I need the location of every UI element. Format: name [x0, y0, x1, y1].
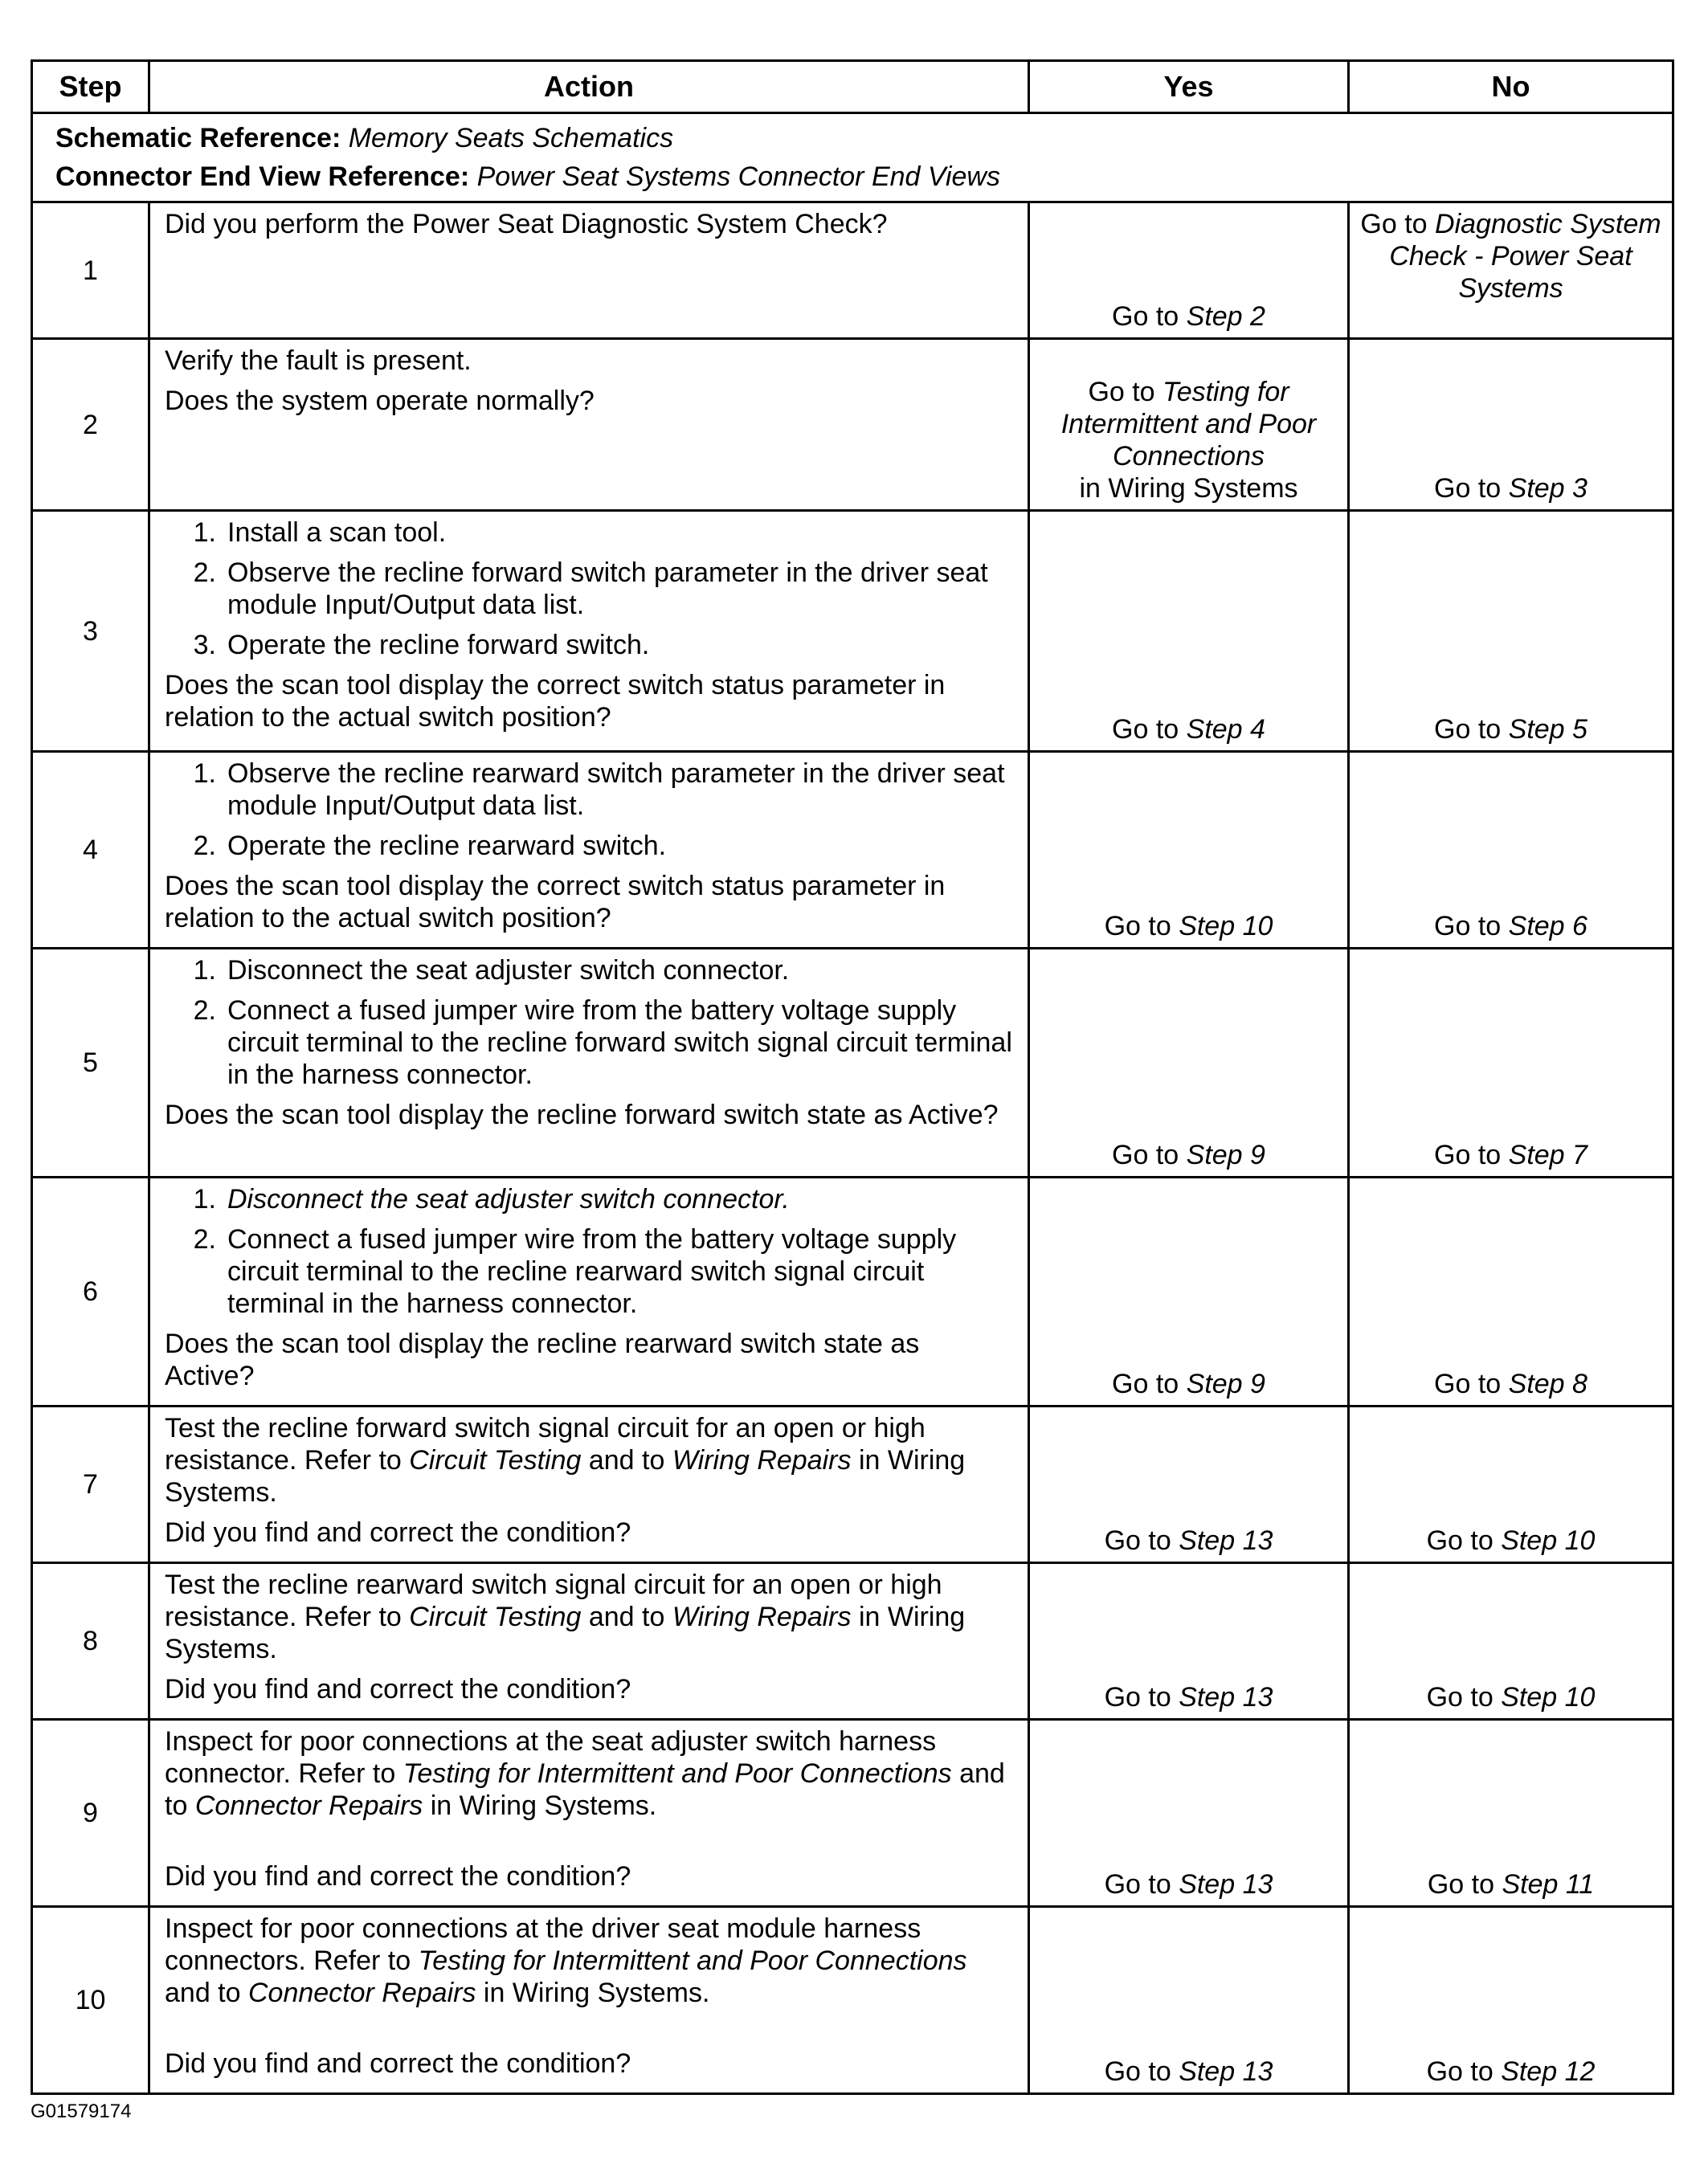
- no-link[interactable]: Step 5: [1508, 714, 1587, 745]
- connector-reference-link[interactable]: Power Seat Systems Connector End Views: [476, 161, 1000, 192]
- yes-link[interactable]: Step 4: [1186, 714, 1265, 745]
- no-link[interactable]: Step 7: [1508, 1140, 1587, 1170]
- yes-link[interactable]: Step 13: [1179, 1682, 1273, 1713]
- yes-link[interactable]: Testing for Intermittent and Poor Connections: [1060, 377, 1317, 472]
- yes-cell: [1029, 1907, 1349, 2094]
- yes-link[interactable]: Step 9: [1186, 1369, 1265, 1399]
- list-item: 2. Connect a fused jumper wire from the battery voltage supply circuit terminal to the recline forward switch signal circuit terminal in the harness connector.: [193, 995, 1012, 1090]
- no-cell: [1349, 339, 1673, 511]
- no-cell: [1349, 1563, 1673, 1720]
- figure-id: G01579174: [31, 2101, 132, 2122]
- action-steps-list: [165, 1183, 1013, 1320]
- action-cell: [149, 1563, 1029, 1720]
- action-question: Does the system operate normally?: [165, 386, 595, 416]
- no-link[interactable]: Step 10: [1501, 1525, 1596, 1556]
- yes-link[interactable]: Step 10: [1179, 911, 1273, 941]
- step-number: 1: [32, 202, 149, 339]
- yes-prefix: Go to: [1112, 714, 1187, 745]
- list-item: 1. Install a scan tool.: [193, 517, 447, 548]
- yes-prefix: Go to: [1104, 911, 1179, 941]
- yes-prefix: Go to: [1104, 1869, 1179, 1900]
- list-item: 1. Disconnect the seat adjuster switch connector.: [193, 955, 790, 986]
- action-cell: [149, 1407, 1029, 1563]
- yes-cell: [1029, 202, 1349, 339]
- action-instruction: Test the recline forward switch signal circuit for an open or high resistance. Refer to Circuit Testing and to Wiring Repairs in Wiring Systems.: [165, 1413, 966, 1508]
- action-question: Did you find and correct the condition?: [165, 1517, 631, 1548]
- no-link[interactable]: Step 3: [1508, 473, 1587, 504]
- no-cell: [1349, 1407, 1673, 1563]
- no-link[interactable]: Step 12: [1501, 2056, 1596, 2087]
- header-action: Action: [149, 61, 1029, 113]
- circuit-testing-link[interactable]: Circuit Testing: [409, 1445, 582, 1476]
- action-cell: [149, 511, 1029, 752]
- reference-row: [32, 113, 1673, 202]
- table-row: [32, 1907, 1673, 2094]
- action-cell: [149, 949, 1029, 1178]
- no-prefix: Go to: [1426, 1682, 1502, 1713]
- header-no: No: [1349, 61, 1673, 113]
- action-steps-list: [165, 954, 1013, 1091]
- no-prefix: Go to: [1427, 1869, 1502, 1900]
- no-link[interactable]: Step 8: [1508, 1369, 1587, 1399]
- yes-cell: [1029, 752, 1349, 949]
- action-question: Did you find and correct the condition?: [165, 1674, 631, 1705]
- list-item: 2. Observe the recline forward switch parameter in the driver seat module Input/Output data list.: [193, 557, 988, 620]
- step-number: 5: [32, 949, 149, 1178]
- yes-prefix: Go to: [1112, 301, 1187, 332]
- no-link[interactable]: Step 10: [1501, 1682, 1596, 1713]
- connector-reference-label: Connector End View Reference:: [55, 161, 470, 192]
- yes-prefix: Go to: [1112, 1369, 1187, 1399]
- no-prefix: Go to: [1426, 2056, 1502, 2087]
- wiring-repairs-link[interactable]: Wiring Repairs: [672, 1602, 852, 1632]
- yes-cell: [1029, 1178, 1349, 1407]
- action-cell: [149, 752, 1029, 949]
- schematic-reference-link[interactable]: Memory Seats Schematics: [348, 123, 674, 153]
- yes-prefix: Go to: [1104, 1682, 1179, 1713]
- no-cell: [1349, 1907, 1673, 2094]
- action-cell: [149, 1178, 1029, 1407]
- action-question: Did you find and correct the condition?: [165, 2048, 631, 2079]
- action-question: Does the scan tool display the correct switch status parameter in relation to the actual switch position?: [165, 871, 946, 933]
- yes-cell: [1029, 1563, 1349, 1720]
- list-item: 3. Operate the recline forward switch.: [193, 630, 650, 660]
- no-cell: [1349, 1720, 1673, 1907]
- header-yes: Yes: [1029, 61, 1349, 113]
- action-cell: [149, 339, 1029, 511]
- no-link[interactable]: Step 11: [1502, 1869, 1595, 1900]
- action-instruction: Inspect for poor connections at the driver seat module harness connectors. Refer to Testing for Intermittent and Poor Connections and to Connector Repairs in Wiring Systems.: [165, 1913, 967, 2008]
- step-number: 7: [32, 1407, 149, 1563]
- step-number: 8: [32, 1563, 149, 1720]
- list-item: 1. Observe the recline rearward switch parameter in the driver seat module Input/Output data list.: [193, 758, 1005, 821]
- header-step: Step: [32, 61, 149, 113]
- diagnostic-table: [31, 59, 1674, 2095]
- connector-reference: [55, 157, 1672, 196]
- action-question: Does the scan tool display the recline rearward switch state as Active?: [165, 1329, 920, 1391]
- table-row: [32, 949, 1673, 1178]
- action-cell: [149, 1720, 1029, 1907]
- no-link[interactable]: Diagnostic System Check - Power Seat Systems: [1389, 209, 1661, 304]
- yes-cell: [1029, 1407, 1349, 1563]
- yes-link[interactable]: Step 13: [1179, 1869, 1273, 1900]
- table-row: [32, 202, 1673, 339]
- header-row: [32, 61, 1673, 113]
- yes-prefix: Go to: [1088, 377, 1163, 407]
- action-instruction: Verify the fault is present.: [165, 345, 472, 376]
- yes-prefix: Go to: [1112, 1140, 1187, 1170]
- yes-link[interactable]: Step 13: [1179, 1525, 1273, 1556]
- step-number: 6: [32, 1178, 149, 1407]
- list-item: 1. Disconnect the seat adjuster switch connector.: [193, 1184, 790, 1215]
- testing-intermittent-link[interactable]: Testing for Intermittent and Poor Connections: [418, 1945, 967, 1976]
- list-item: 2. Connect a fused jumper wire from the battery voltage supply circuit terminal to the recline rearward switch signal circuit terminal in the harness connector.: [193, 1224, 957, 1319]
- step-number: 3: [32, 511, 149, 752]
- yes-prefix: Go to: [1104, 2056, 1179, 2087]
- connector-repairs-link[interactable]: Connector Repairs: [194, 1790, 423, 1821]
- table-row: [32, 1563, 1673, 1720]
- no-prefix: Go to: [1434, 1369, 1509, 1399]
- yes-link[interactable]: Step 9: [1186, 1140, 1265, 1170]
- schematic-reference: [55, 119, 1672, 157]
- list-item: 2. Operate the recline rearward switch.: [193, 831, 667, 861]
- table-row: [32, 511, 1673, 752]
- step-number: 4: [32, 752, 149, 949]
- action-question: Did you perform the Power Seat Diagnostic System Check?: [165, 209, 888, 239]
- action-instruction: Test the recline rearward switch signal circuit for an open or high resistance. Refer to Circuit Testing and to Wiring Repairs in Wiring Systems.: [165, 1570, 966, 1664]
- no-prefix: Go to: [1434, 1140, 1509, 1170]
- no-prefix: Go to: [1434, 473, 1509, 504]
- table-row: [32, 339, 1673, 511]
- yes-cell: [1029, 511, 1349, 752]
- no-cell: [1349, 202, 1673, 339]
- schematic-reference-label: Schematic Reference:: [55, 123, 341, 153]
- no-prefix: Go to: [1360, 209, 1436, 239]
- no-prefix: Go to: [1434, 911, 1509, 941]
- table-row: [32, 1720, 1673, 1907]
- table-row: [32, 752, 1673, 949]
- action-question: Did you find and correct the condition?: [165, 1861, 631, 1892]
- yes-prefix: Go to: [1104, 1525, 1179, 1556]
- reference-cell: [32, 113, 1673, 202]
- step-number: 10: [32, 1907, 149, 2094]
- table-row: [32, 1407, 1673, 1563]
- action-question: Does the scan tool display the correct switch status parameter in relation to the actual switch position?: [165, 670, 946, 733]
- wiring-repairs-link[interactable]: Wiring Repairs: [672, 1445, 852, 1476]
- testing-intermittent-link[interactable]: Testing for Intermittent and Poor Connections: [402, 1758, 952, 1789]
- no-cell: [1349, 949, 1673, 1178]
- table-row: [32, 1178, 1673, 1407]
- circuit-testing-link[interactable]: Circuit Testing: [409, 1602, 582, 1632]
- no-cell: [1349, 511, 1673, 752]
- yes-cell: [1029, 949, 1349, 1178]
- action-question: Does the scan tool display the recline forward switch state as Active?: [165, 1100, 999, 1130]
- step-number: 9: [32, 1720, 149, 1907]
- no-cell: [1349, 1178, 1673, 1407]
- action-instruction: Inspect for poor connections at the seat adjuster switch harness connector. Refer to Testing for Intermittent and Poor Connections and to Connector Repairs in Wiring Systems.: [165, 1726, 1005, 1821]
- yes-cell: [1029, 1720, 1349, 1907]
- no-cell: [1349, 752, 1673, 949]
- yes-cell: [1029, 339, 1349, 511]
- step-number: 2: [32, 339, 149, 511]
- no-link[interactable]: Step 6: [1508, 911, 1587, 941]
- action-cell: [149, 202, 1029, 339]
- yes-link[interactable]: Step 2: [1186, 301, 1265, 332]
- action-steps-list: [165, 757, 1013, 862]
- action-cell: [149, 1907, 1029, 2094]
- no-prefix: Go to: [1426, 1525, 1502, 1556]
- action-steps-list: [165, 516, 1013, 661]
- connector-repairs-link[interactable]: Connector Repairs: [247, 1978, 476, 2008]
- yes-suffix: in Wiring Systems: [1079, 473, 1298, 504]
- no-prefix: Go to: [1434, 714, 1509, 745]
- yes-link[interactable]: Step 13: [1179, 2056, 1273, 2087]
